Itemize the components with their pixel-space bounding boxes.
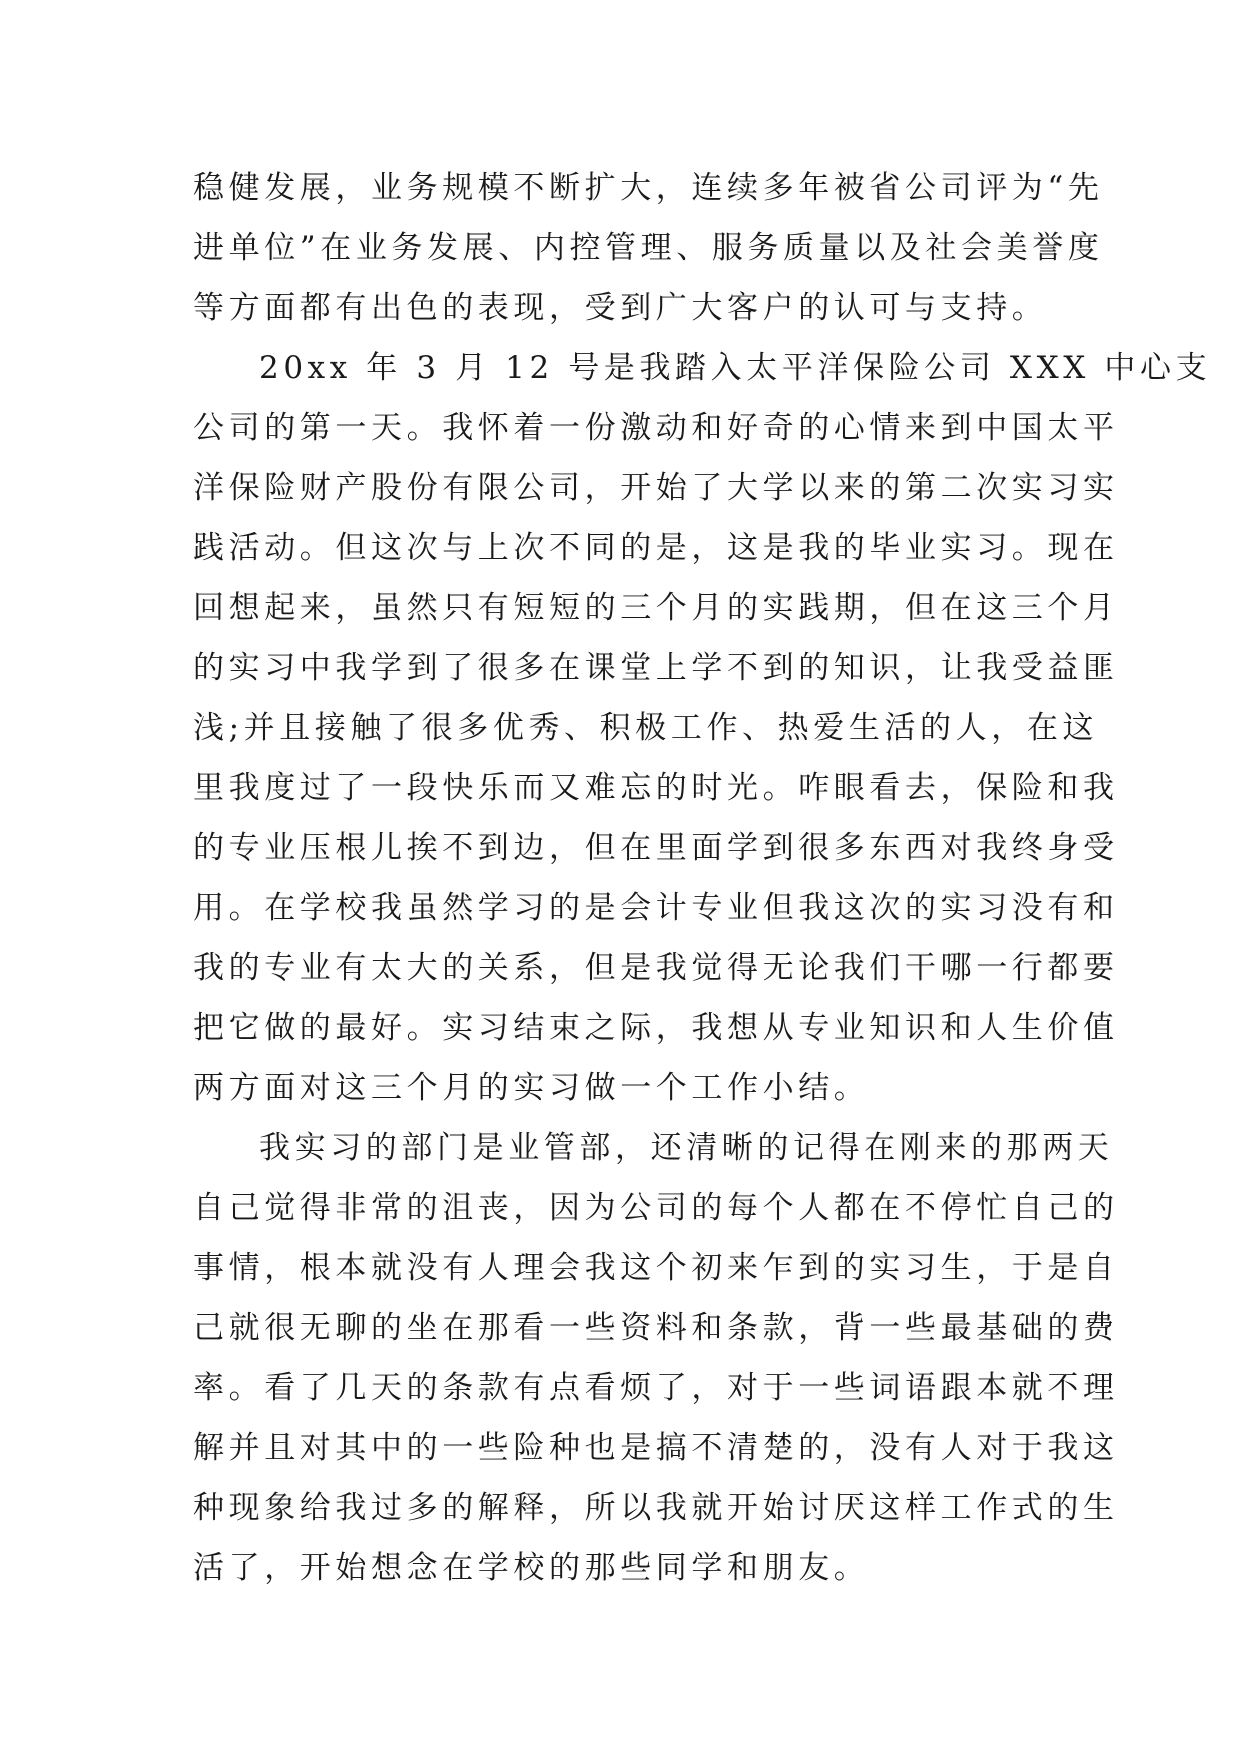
- text-line: 己就很无聊的坐在那看一些资料和条款，背一些最基础的费: [193, 1310, 1119, 1346]
- text-line: 进单位”在业务发展、内控管理、服务质量以及社会美誉度: [193, 230, 1104, 266]
- text-line: 回想起来，虽然只有短短的三个月的实践期，但在这三个月: [193, 590, 1119, 626]
- text-line: 用。在学校我虽然学习的是会计专业但我这次的实习没有和: [193, 890, 1119, 926]
- document-body: [193, 158, 1212, 1598]
- text-line: 的专业压根儿挨不到边，但在里面学到很多东西对我终身受: [193, 830, 1119, 866]
- text-line: 浅;并且接触了很多优秀、积极工作、热爱生活的人，在这: [193, 710, 1099, 746]
- text-line: 等方面都有出色的表现，受到广大客户的认可与支持。: [193, 290, 1048, 326]
- text-line: 自己觉得非常的沮丧，因为公司的每个人都在不停忙自己的: [193, 1190, 1119, 1226]
- text-line: 洋保险财产股份有限公司，开始了大学以来的第二次实习实: [193, 470, 1119, 506]
- text-line: 践活动。但这次与上次不同的是，这是我的毕业实习。现在: [193, 530, 1119, 566]
- text-line: 率。看了几天的条款有点看烦了，对于一些词语跟本就不理: [193, 1370, 1119, 1406]
- text-line: 解并且对其中的一些险种也是搞不清楚的，没有人对于我这: [193, 1430, 1119, 1466]
- paragraph-first-line: 我实习的部门是业管部，还清晰的记得在刚来的那两天: [259, 1130, 1114, 1166]
- paragraph-first-line: 20xx 年 3 月 12 号是我踏入太平洋保险公司 XXX 中心支: [259, 350, 1212, 386]
- text-line: 种现象给我过多的解释，所以我就开始讨厌这样工作式的生: [193, 1490, 1119, 1526]
- text-line: 两方面对这三个月的实习做一个工作小结。: [193, 1070, 870, 1106]
- text-line: 活了，开始想念在学校的那些同学和朋友。: [193, 1550, 870, 1586]
- text-line: 我的专业有太大的关系，但是我觉得无论我们干哪一行都要: [193, 950, 1119, 986]
- text-line: 事情，根本就没有人理会我这个初来乍到的实习生，于是自: [193, 1250, 1119, 1286]
- text-line: 里我度过了一段快乐而又难忘的时光。咋眼看去，保险和我: [193, 770, 1119, 806]
- text-line: 公司的第一天。我怀着一份激动和好奇的心情来到中国太平: [193, 410, 1119, 446]
- text-line: 的实习中我学到了很多在课堂上学不到的知识，让我受益匪: [193, 650, 1119, 686]
- text-line: 稳健发展，业务规模不断扩大，连续多年被省公司评为“先: [193, 170, 1104, 206]
- text-line: 把它做的最好。实习结束之际，我想从专业知识和人生价值: [193, 1010, 1119, 1046]
